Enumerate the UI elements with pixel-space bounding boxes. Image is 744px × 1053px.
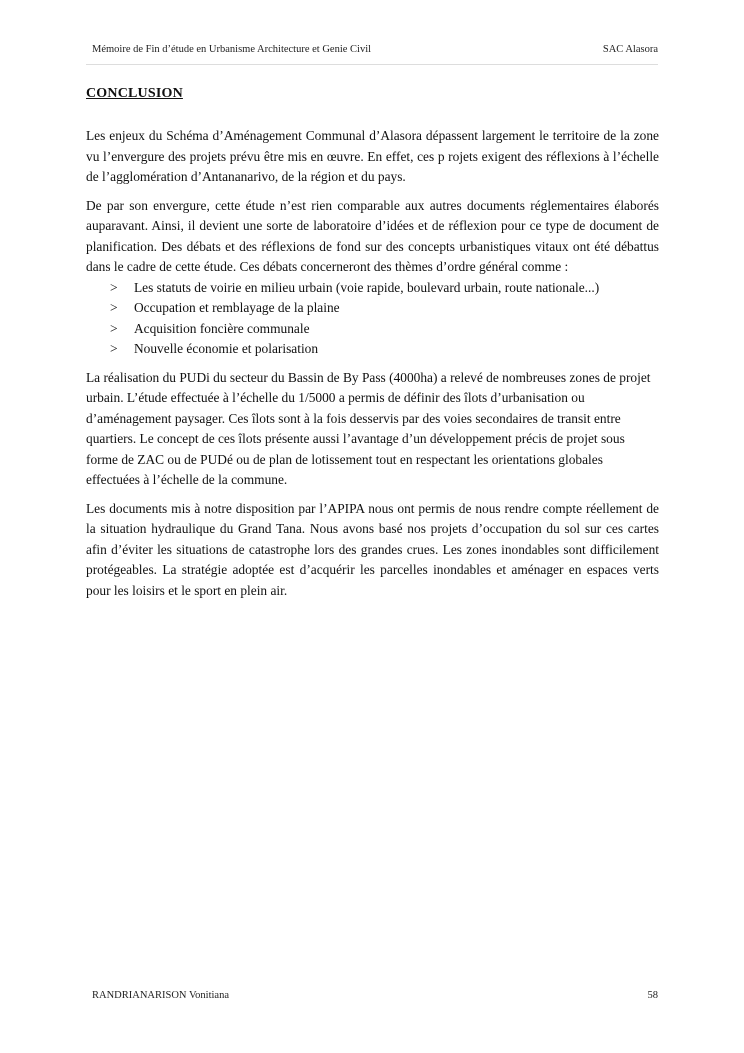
header-divider [86,64,658,65]
section-title: CONCLUSION [86,86,183,101]
list-item-text: Acquisition foncière communale [134,320,310,336]
page-header [92,40,658,64]
list-item [110,339,659,360]
list-item [110,278,659,299]
bullet-marker: > [110,279,118,295]
list-item-text: Nouvelle économie et polarisation [134,341,319,356]
bullet-marker: > [110,341,118,356]
page-content [86,86,659,609]
paragraph-2: De par son envergure, cette étude n’est rien comparable aux autres documents réglementaires élaborés auparavant. Ainsi, il devient une sorte de laboratoire d’idées et de réflexion pour ce type de document de planification. Des débats et des réflexions de fond sur des concepts urbanistiques vitaux ont été débattus dans le cadre de cette étude. Ces débats concerneront des thèmes d’ordre général comme : [86,197,659,274]
list-item [110,298,659,319]
bullet-marker: > [110,320,118,336]
list-item-text: Les statuts de voirie en milieu urbain (voie rapide, boulevard urbain, route nationale...) [134,279,600,295]
footer-author: RANDRIANARISON Vonitiana [92,990,229,1001]
list-item-text: Occupation et remblayage de la plaine [134,300,340,315]
page-number: 58 [647,990,658,1001]
paragraph-1: Les enjeux du Schéma d’Aménagement Communal d’Alasora dépassent largement le territoire de la zone vu l’envergure des projets prévu être mis en œuvre. En effet, ces p rojets exigent des réflexions à l’échelle de l’agglomération d’Antananarivo, de la région et du pays. [86,128,659,184]
bullet-marker: > [110,300,118,315]
header-project-name: SAC Alasora [602,44,658,55]
paragraph-3: La réalisation du PUDi du secteur du Bassin de By Pass (4000ha) a relevé de nombreuses zones de projet urbain. L’étude effectuée à l’échelle du 1/5000 a permis de définir des îlots d’urbanisation ou d’aménagement paysager. Ces îlots sont à la fois desservis par des voies secondaires de transit entre quartiers. Le concept de ces îlots présente aussi l’avantage d’un développement précis de projet sous forme de ZAC ou de PUDé ou de plan de lotissement tout en respectant les orientations globales effectuées à l’échelle de la commune. [86,369,651,487]
paragraph-4: Les documents mis à notre disposition par l’APIPA nous ont permis de nous rendre compte réellement de la situation hydraulique du Grand Tana. Nous avons basé nos projets d’occupation du sol sur ces cartes afin d’éviter les situations de catastrophe lors des grandes crues. Les zones inondables sont difficilement protégeables. La stratégie adoptée est d’acquérir les parcelles inondables et aménager en espaces verts pour les loisirs et le sport en plein air. [86,500,659,598]
header-document-title: Mémoire de Fin d’étude en Urbanisme Architecture et Genie Civil [92,44,372,55]
bullet-list [110,278,659,360]
list-item [110,319,659,340]
